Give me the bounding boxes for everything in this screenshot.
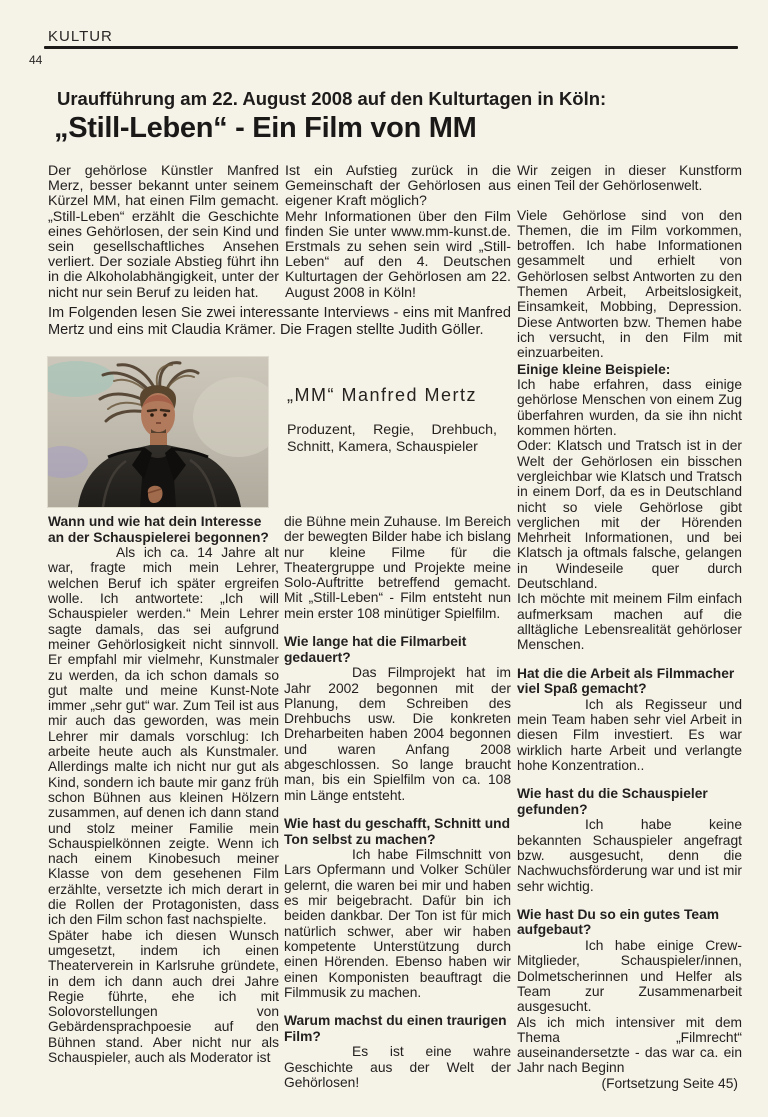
- answer-trauriger-film: Es ist eine wahre Geschichte aus der Welt der Gehörlosen!: [284, 1044, 511, 1090]
- heading-beispiele: Einige kleine Beispiele:: [517, 361, 671, 377]
- article-title: „Still-Leben“ - Ein Film von MM: [54, 112, 477, 144]
- photo-caption: [287, 385, 509, 456]
- paragraph-klatsch: Oder: Klatsch und Tratsch ist in der Welt der Gehörlosen ein bisschen vergleichbar wie Klatsch und Tratsch in einem Dorf, da es in Deutschland nicht so viele Gehörlose gibt verglichen mit der Hörenden Mehrheit Informationen, und bei Klatsch ja oftmals falsche, gelangen in Windeseile quer durch Deutschland.: [517, 438, 742, 592]
- masthead-rule: [44, 46, 738, 49]
- question-schauspieler-gefunden: Wie hast du die Schauspieler gefunden?: [517, 786, 708, 817]
- interview-column-right: [517, 163, 742, 1091]
- question-trauriger-film: Warum machst du einen traurigen Film?: [284, 1013, 507, 1044]
- answer-spass-filmmacher: Ich als Regisseur und mein Team haben sehr viel Arbeit in diesen Film investiert. Es war wirklich harte Arbeit und verlangte hohe Konzentration..: [517, 696, 742, 773]
- answer-team-aufgebaut: Ich habe einige Crew-Mitglieder, Schauspieler/innen, Dolmetscherinnen und Helfer als Team zur Zusammenarbeit ausgesucht.: [517, 938, 742, 1015]
- paragraph-zug: Ich habe erfahren, dass einige gehörlose Menschen von einem Zug überfahren wurden, da sie ihn nicht kommen hörten.: [517, 377, 742, 439]
- paragraph-kunstform: Wir zeigen in dieser Kunstform einen Teil der Gehörlosenwelt.: [517, 163, 742, 194]
- lead-paragraph: Im Folgenden lesen Sie zwei interessante Interviews - eins mit Manfred Mertz und eins mit Claudia Krämer. Die Fragen stellte Judith Göller.: [48, 305, 511, 338]
- page-number: 44: [29, 53, 43, 67]
- photo-caption-name: „MM“ Manfred Mertz: [287, 385, 478, 405]
- answer-filmarbeit-dauer: Das Filmprojekt hat im Jahr 2002 begonnen mit der Planung, dem Schreiben des Drehbuchs usw. Die konkreten Dreharbeiten haben 2004 begonnen und waren Anfang 2008 abgeschlossen. So lange braucht man, bis ein Spielfilm von ca. 108 min Länge entsteht.: [284, 665, 511, 803]
- question-spass-filmmacher: Hat die die Arbeit als Filmmacher viel Spaß gemacht?: [517, 665, 735, 697]
- portrait-photo: [48, 357, 268, 507]
- interview-column-middle: [284, 514, 511, 1090]
- paragraph-themen: Viele Gehörlose sind von den Themen, die im Film vorkommen, betroffen. Ich habe Informationen gesammelt und erhielt von Gehörlosen selbst Antworten zu den Themen Arbeit, Arbeitslosigkeit, Einsamkeit, Mobbing, Depression. Diese Antworten bzw. Themen habe ich versucht, in den Film mit einzuarbeiten.: [517, 207, 742, 361]
- answer-schnitt-ton: Ich habe Filmschnitt von Lars Opfermann und Volker Schüler gelernt, die waren bei mir und haben es mir beigebracht. Dafür bin ich beiden dankbar. Der Ton ist für mich natürlich schwer, aber wir haben kompetente Unterstützung durch einen Hörenden. Ebenso haben wir einen Komponisten beauftragt die Filmmusik zu machen.: [284, 847, 511, 1000]
- question-schnitt-ton: Wie hast du geschafft, Schnitt und Ton selbst zu machen?: [284, 815, 510, 847]
- section-label: KULTUR: [48, 28, 113, 45]
- continuation-note: (Fortsetzung Seite 45): [601, 1075, 738, 1091]
- intro-middle-question: Ist ein Aufstieg zurück in die Gemeinschaft der Gehörlosen aus eigener Kraft möglich?: [285, 163, 511, 210]
- paragraph-lebensrealitaet: Ich möchte mit meinem Film einfach aufmerksam machen auf die alltägliche Lebensrealität gehörloser Menschen.: [517, 591, 742, 653]
- paragraph-filmrecht: Als ich mich intensiver mit dem Thema „Filmrecht“ auseinandersetzte - das war ca. ein Jahr nach Beginn: [517, 1014, 742, 1076]
- answer-schauspieler-gefunden: Ich habe keine bekannten Schauspieler angefragt bzw. ausgesucht, denn die Nachwuchsförderung war und ist mir sehr wichtig.: [517, 817, 742, 894]
- portrait-photo-illustration: [48, 357, 268, 507]
- paragraph-theaterverein: Später habe ich diesen Wunsch umgesetzt, indem ich einen Theaterverein in Karlsruhe gründete, in dem ich dann auch drei Jahre Regie führte, ehe ich mit Solovorstellungen von Gebärdensprachpoesie auf den Bühnen stand. Aber nicht nur als Schauspieler, auch als Moderator ist: [48, 927, 279, 1065]
- question-filmarbeit-dauer: Wie lange hat die Filmarbeit gedauert?: [284, 634, 467, 665]
- article-kicker: Uraufführung am 22. August 2008 auf den Kulturtagen in Köln:: [57, 88, 607, 109]
- answer-interesse-schauspielerei: Als ich ca. 14 Jahre alt war, fragte mich mein Lehrer, welchen Beruf ich später ergreifen wolle. Ich antwortete: „Ich will Schauspieler werden.“ Mein Lehrer sagte damals, das sei aufgrund meiner Gehörlosigkeit nicht sinnvoll. Er empfahl mir vielmehr, Kunstmaler zu werden, da ich schon damals so gut malte und meine Kunst-Note immer „sehr gut“ war. Zum Teil ist aus mir auch das geworden, was mein Lehrer mir damals vorschlug: Ich arbeite heute auch als Kunstmaler. Allerdings malte ich nicht nur gut als Kind, sondern ich baute mir ganz früh schon Bühnen aus kleinen Hölzern zusammen, auf denen ich dann stand und stolz meiner Familie mein Schauspielkönnen zeigte. Wenn ich nach einem Kinobesuch meiner Klasse von dem gesehenen Film erzählte, versetzte ich mich derart in die Rollen der Protagonisten, dass ich den Film schon fast nachspielte.: [48, 545, 279, 928]
- paragraph-buehne-zuhause: die Bühne mein Zuhause. Im Bereich der bewegten Bilder habe ich bislang nur kleine Filme für die Theatergruppe und Projekte meine Solo-Auftritte betreffend gemacht. Mit „Still-Leben“ - Film entsteht nun mein erster 108 minütiger Spielfilm.: [284, 514, 512, 621]
- intro-middle: [285, 164, 511, 301]
- question-interesse-schauspielerei: Wann und wie hat dein Interesse an der Schauspielerei begonnen?: [48, 514, 269, 545]
- intro-middle-info: Mehr Informationen über den Film finden Sie unter www.mm-kunst.de. Erstmals zu sehen sein wird „Still-Leben“ auf den 4. Deutschen Kulturtagen der Gehörlosen am 22. August 2008 in Köln!: [285, 208, 511, 301]
- photo-caption-roles: Produzent, Regie, Drehbuch, Schnitt, Kamera, Schauspieler: [287, 422, 497, 455]
- question-team-aufgebaut: Wie hast Du so ein gutes Team aufgebaut?: [517, 906, 720, 938]
- intro-left-paragraph: Der gehörlose Künstler Manfred Merz, besser bekannt unter seinem Kürzel MM, hat einen Film gemacht. „Still-Leben“ erzählt die Geschichte eines Gehörlosen, der sein Kind und sein gesellschaftliches Ansehen verliert. Der soziale Abstieg führt ihn in die Alkoholabhängigkeit, unter der nicht nur sein Beruf zu leiden hat.: [48, 163, 279, 301]
- interview-column-left: [48, 514, 279, 1065]
